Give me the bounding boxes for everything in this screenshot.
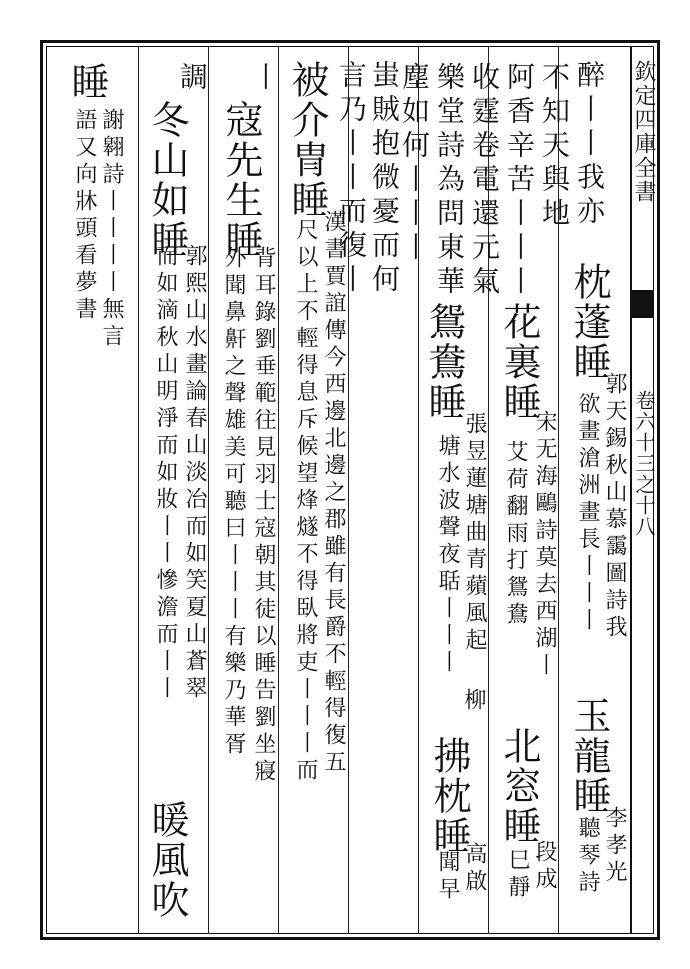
entry-heading: 枕	[567, 262, 611, 302]
text-column: 醉丨丨我亦	[573, 60, 606, 230]
text-column: 塘水波聲夜聒丨丨丨	[435, 434, 460, 677]
text-column: 背耳錄劉垂範往見羽士寇朝其徒以睡告劉坐寢	[251, 246, 276, 786]
entry-heading: 睡	[65, 62, 109, 102]
column-rule	[138, 46, 139, 934]
entry-heading: 玉龍睡	[567, 696, 611, 816]
text-column: 語又向牀頭看夢書	[72, 108, 97, 324]
text-column: 聞早	[435, 850, 460, 904]
text-column: 收霆卷電還元氣	[468, 62, 501, 300]
text-column: 塵如何丨丨丨	[398, 62, 431, 266]
text-column: 郭天錫秋山慕靄圖詩我	[602, 372, 627, 642]
volume-label: 卷六十三之十八	[632, 390, 656, 537]
column-rule	[208, 46, 209, 934]
text-column: 調	[176, 62, 209, 96]
text-column: 高啟	[462, 842, 487, 896]
text-column: 不知天與地	[538, 62, 571, 232]
entry-heading: 拂枕睡	[427, 736, 471, 856]
entry-heading: 寇先生睡	[219, 100, 263, 260]
text-column: 阿香辛苦丨丨丨	[503, 62, 536, 300]
book-title: 欽定四庫全書	[631, 60, 656, 204]
text-column: 謝翱詩丨丨丨丨無言	[99, 108, 124, 351]
text-column: 欲畫滄洲畫長丨丨丨	[575, 392, 600, 635]
text-column: 尺以上不輕得息斥候望烽燧不得臥將吏丨丨丨而	[293, 218, 318, 785]
column-rule	[278, 46, 279, 934]
text-column: 宋无海鷗詩莫去西湖丨	[532, 410, 557, 680]
entry-heading: 鴛鴦睡	[422, 302, 466, 422]
text-column: 柳	[461, 688, 486, 715]
text-column: 巳靜	[505, 848, 530, 902]
text-column: 郭熙山水畫論春山淡冶而如笑夏山蒼翠	[182, 244, 207, 703]
fishtail-mark	[632, 290, 654, 318]
text-column: 丨	[248, 62, 281, 96]
text-column: 段成	[532, 840, 557, 894]
entry-heading: 北窓睡	[497, 726, 541, 846]
text-column: 艾荷翻雨打鴛鴦	[503, 440, 528, 629]
text-column: 外聞鼻鼾之聲雄美可聽曰丨丨丨有樂乃華胥	[221, 246, 246, 759]
text-column: 漢書賈誼傳今西邊北邊之郡雖有長爵不輕得復五	[321, 210, 346, 777]
entry-heading: 冬山如睡	[145, 100, 189, 260]
text-column: 言乃丨丨而復丨	[335, 60, 368, 298]
text-column: 樂堂詩為問東華	[433, 62, 466, 300]
text-column: 李孝光	[602, 806, 627, 887]
text-column: 而如滴秋山明淨而如妝丨丨慘澹而丨丨	[153, 244, 178, 703]
text-column: 張昱蓮塘曲青蘋風起	[462, 412, 487, 655]
entry-heading: 蓬睡	[567, 302, 611, 382]
entry-heading: 暖風吹	[145, 800, 189, 920]
text-column: 聽琴詩	[575, 816, 600, 897]
entry-heading: 花裏睡	[497, 302, 541, 422]
text-column: 蚩賊抱微憂而何	[368, 60, 401, 298]
entry-heading: 被介冑睡	[285, 60, 329, 220]
